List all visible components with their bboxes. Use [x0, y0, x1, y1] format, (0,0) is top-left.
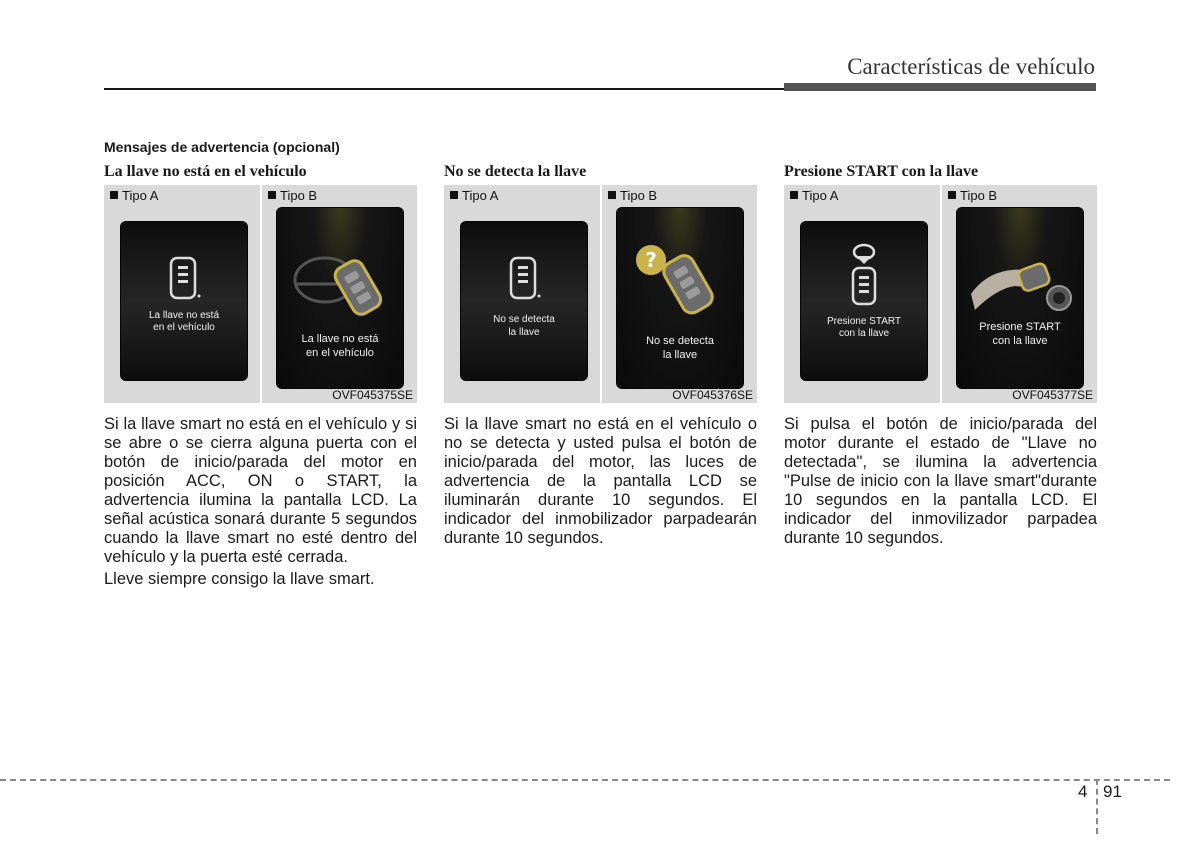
figure-code: OVF045375SE	[332, 388, 413, 402]
paragraph: Si pulsa el botón de inicio/parada del motor durante el estado de "Llave no detectada", se ilumina la advertencia "Pulse de inicio con la llave smart"durante 10 segundos en la pantalla LCD. El indicador del inmovilizador parpadea durante 10 segundos.	[784, 415, 1097, 547]
lcd-screen-type-a	[460, 221, 588, 381]
type-a-label: Tipo A	[450, 188, 498, 203]
lcd-message-line-1: No se detecta	[646, 335, 714, 347]
lcd-screen-type-b	[616, 207, 744, 389]
question-key-icon	[629, 238, 729, 324]
column-title: Presione START con la llave	[784, 163, 979, 180]
type-a-label: Tipo A	[110, 188, 158, 203]
svg-text:?: ?	[645, 248, 657, 272]
type-b-label: Tipo B	[608, 188, 657, 203]
lcd-message-line-2: con la llave	[838, 328, 890, 339]
page-number: 91	[1103, 782, 1122, 801]
panel-divider	[600, 185, 602, 403]
paragraph: Si la llave smart no está en el vehículo o no se detecta y usted pulsa el botón de inicio/parada del motor, las luces de advertencia de la pantalla LCD se iluminarán durante 10 segundos. El indicador del inmobilizador parpadearán durante 10 segundos.	[444, 415, 757, 547]
type-b-label: Tipo B	[948, 188, 997, 203]
page-chapter: 4	[1078, 782, 1088, 801]
lcd-message-line-2: en el vehículo	[306, 347, 374, 359]
steering-wheel-key-icon	[287, 244, 393, 324]
header-rule-bar	[784, 83, 1096, 91]
type-b-label: Tipo B	[268, 188, 317, 203]
warning-figure	[444, 185, 757, 403]
lcd-message-line-2: en el vehículo	[153, 322, 215, 333]
column-key-not-in-vehicle	[104, 163, 417, 589]
paragraph: Lleve siempre consigo la llave smart.	[104, 570, 375, 588]
column-press-start-with-key	[784, 163, 1097, 548]
smart-key-icon	[499, 252, 549, 306]
body-text	[444, 415, 757, 548]
type-a-label: Tipo A	[790, 188, 838, 203]
lcd-message-line-2: con la llave	[992, 335, 1048, 347]
hand-key-start-icon	[965, 254, 1077, 318]
panel-divider	[940, 185, 942, 403]
lcd-message-line-1: Presione START	[979, 321, 1061, 333]
column-title: La llave no está en el vehículo	[104, 163, 307, 180]
lcd-message-line-2: la llave	[508, 327, 540, 338]
section-heading: Mensajes de advertencia (opcional)	[104, 139, 340, 155]
lcd-screen-type-a	[800, 221, 928, 381]
column-title: No se detecta la llave	[444, 163, 587, 180]
footer-rule	[0, 779, 1170, 781]
figure-code: OVF045377SE	[1012, 388, 1093, 402]
body-text	[104, 415, 417, 589]
smart-key-icon	[159, 252, 209, 306]
footer-separator	[1096, 779, 1098, 834]
warning-figure	[104, 185, 417, 403]
lcd-message-line-1: La llave no está	[148, 310, 220, 321]
figure-code: OVF045376SE	[672, 388, 753, 402]
lcd-message-line-2: la llave	[662, 349, 698, 361]
key-to-button-icon	[839, 240, 889, 310]
body-text	[784, 415, 1097, 548]
panel-divider	[260, 185, 262, 403]
lcd-message-line-1: No se detecta	[493, 314, 555, 325]
lcd-screen-type-a	[120, 221, 248, 381]
header-rule	[104, 88, 784, 90]
page-header-title: Características de vehículo	[847, 54, 1095, 79]
warning-figure	[784, 185, 1097, 403]
column-key-not-detected	[444, 163, 757, 548]
paragraph: Si la llave smart no está en el vehículo y si se abre o se cierra alguna puerta con el botón de inicio/parada del motor en posición ACC, ON o START, la advertencia ilumina la pantalla LCD. La señal acústica sonará durante 5 segundos cuando la llave smart no esté dentro del vehículo y la puerta esté cerrada.	[104, 415, 417, 566]
lcd-screen-type-b	[276, 207, 404, 389]
lcd-screen-type-b	[956, 207, 1084, 389]
lcd-message-line-1: La llave no está	[301, 333, 379, 345]
lcd-message-line-1: Presione START	[826, 316, 902, 327]
